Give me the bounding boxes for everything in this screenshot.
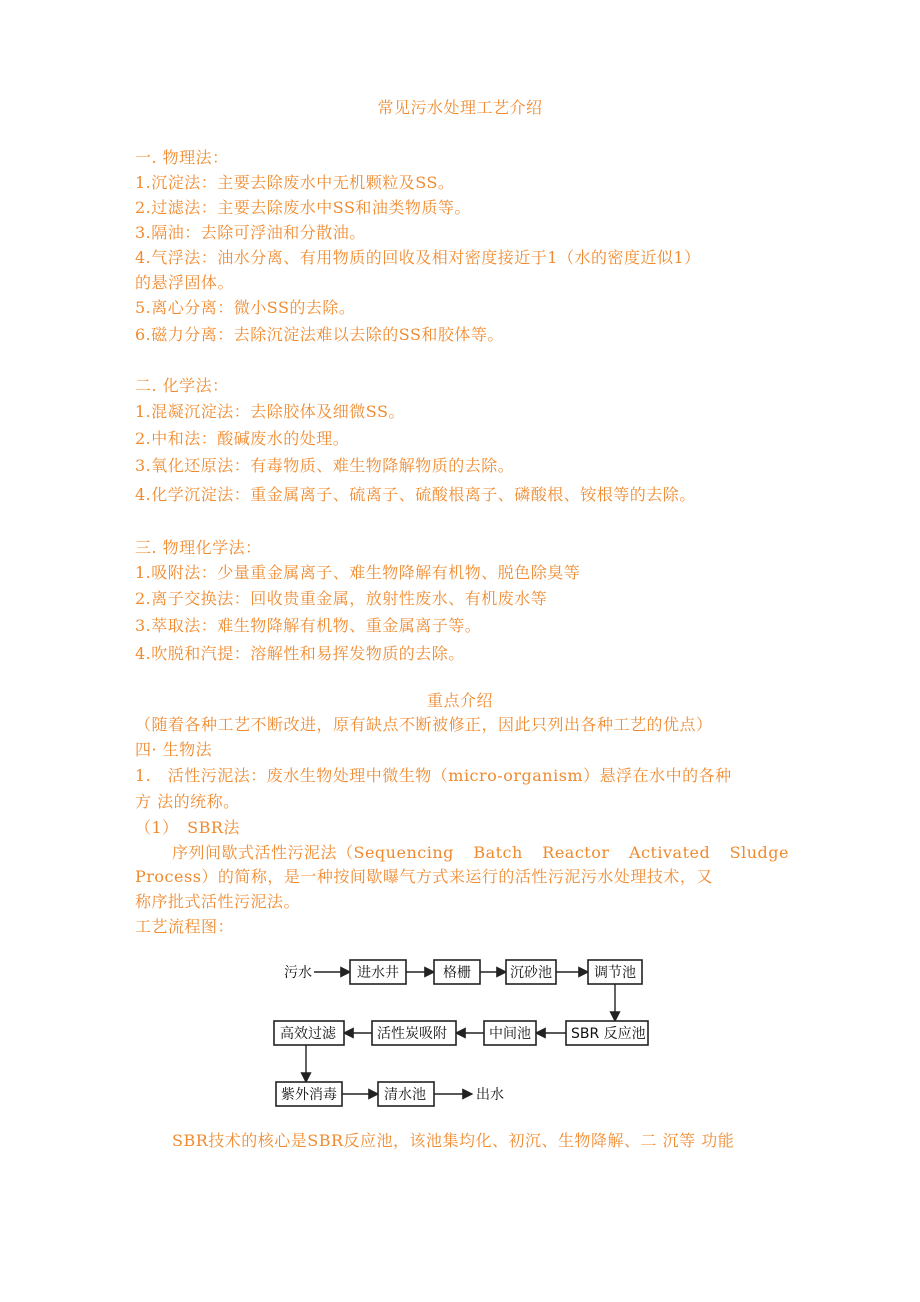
word: Reactor	[542, 843, 610, 862]
focus-heading: 重点介绍	[426, 691, 493, 710]
flow-box-label: 进水井	[357, 965, 399, 981]
section-heading-chemical: 二. 化学法：	[135, 376, 229, 395]
list-item: 3.隔油：去除可浮油和分散油。	[135, 223, 366, 242]
sbr-description-line-2: Process）的简称，是一种按间歇曝气方式来运行的活性污泥污水处理技术，又	[135, 867, 713, 886]
bio-heading: 四· 生物法	[135, 740, 213, 759]
list-item: 6.磁力分离：去除沉淀法难以去除的SS和胶体等。	[135, 325, 504, 344]
list-item: 4.气浮法：油水分离、有用物质的回收及相对密度接近于1（水的密度近似1）	[135, 248, 701, 267]
flow-box-label: 紫外消毒	[281, 1087, 337, 1103]
flow-input-label: 污水	[284, 965, 312, 981]
flow-output-label: 出水	[476, 1087, 504, 1103]
document-title: 常见污水处理工艺介绍	[377, 98, 543, 117]
activated-sludge-line-1: 1. 活性污泥法：废水生物处理中微生物（micro-organism）悬浮在水中的各种	[135, 766, 732, 785]
section-heading-physchem: 三. 物理化学法：	[135, 538, 262, 557]
focus-note: （随着各种工艺不断改进，原有缺点不断被修正，因此只列出各种工艺的优点）	[135, 715, 713, 734]
activated-sludge-line-2: 方 法的统称。	[135, 792, 240, 811]
sbr-description-line-3: 称序批式活性污泥法。	[135, 892, 301, 911]
flow-box-label: 中间池	[489, 1026, 531, 1042]
flow-box-label: 调节池	[594, 965, 636, 981]
flow-box-label: 格栅	[443, 965, 471, 981]
flow-label: 工艺流程图：	[135, 917, 235, 936]
flow-box-label: 沉砂池	[510, 965, 552, 981]
flow-box-label: 高效过滤	[280, 1026, 336, 1042]
list-item: 1.混凝沉淀法：去除胶体及细微SS。	[135, 402, 405, 421]
word: Batch	[473, 843, 523, 862]
sbr-core-text: SBR技术的核心是SBR反应池，该池集均化、初沉、生物降解、二 沉等 功能	[172, 1131, 735, 1150]
list-item: 4.化学沉淀法：重金属离子、硫离子、硫酸根离子、磷酸根、铵根等的去除。	[135, 485, 696, 504]
flow-box-label: 活性炭吸附	[377, 1026, 447, 1042]
list-item: 5.离心分离：微小SS的去除。	[135, 298, 356, 317]
word: Activated	[628, 843, 711, 862]
list-item: 4.吹脱和汽提：溶解性和易挥发物质的去除。	[135, 644, 465, 663]
sbr-description-line-1	[172, 842, 789, 864]
section-heading-physical: 一. 物理法：	[135, 148, 229, 167]
list-item: 2.中和法：酸碱废水的处理。	[135, 429, 350, 448]
process-flowchart	[270, 950, 660, 1110]
list-item: 3.氧化还原法：有毒物质、难生物降解物质的去除。	[135, 456, 515, 475]
list-item: 的悬浮固体。	[135, 273, 235, 292]
list-item: 1.沉淀法：主要去除废水中无机颗粒及SS。	[135, 173, 455, 192]
list-item: 2.过滤法：主要去除废水中SS和油类物质等。	[135, 198, 471, 217]
flow-box-label: SBR 反应池	[571, 1026, 646, 1042]
word: Sludge	[729, 843, 789, 862]
list-item: 3.萃取法：难生物降解有机物、重金属离子等。	[135, 616, 482, 635]
word: 序列间歇式活性污泥法（Sequencing	[172, 843, 454, 862]
sbr-heading: （1） SBR法	[135, 818, 240, 837]
list-item: 1.吸附法：少量重金属离子、难生物降解有机物、脱色除臭等	[135, 563, 581, 582]
list-item: 2.离子交换法：回收贵重金属，放射性废水、有机废水等	[135, 589, 548, 608]
flow-box-label: 清水池	[384, 1087, 426, 1103]
